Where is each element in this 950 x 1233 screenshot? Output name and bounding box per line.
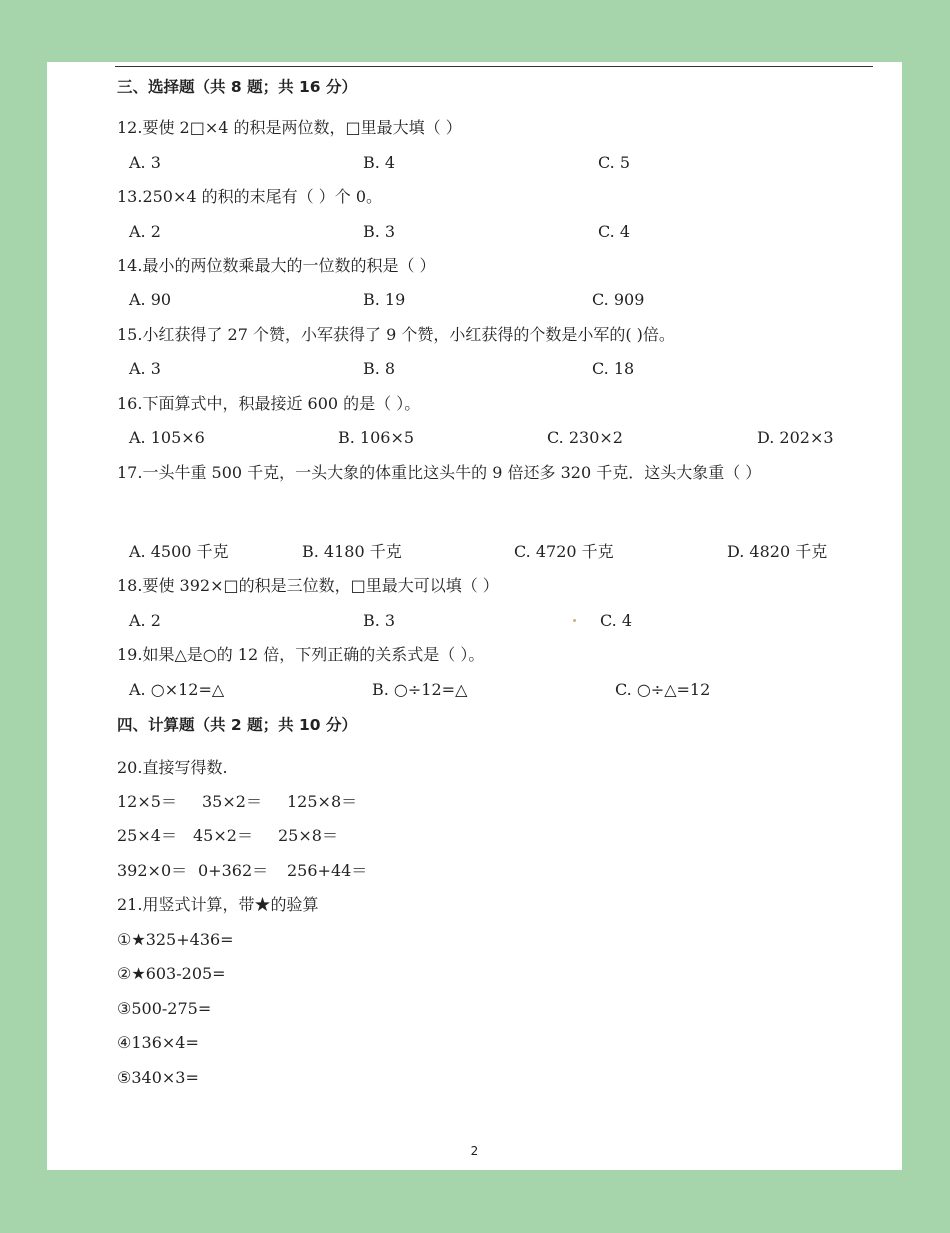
q20-row3-col1: 392×0＝ — [117, 861, 188, 880]
q17-option-d: D. 4820 千克 — [727, 542, 828, 561]
q15-option-a: A. 3 — [129, 359, 161, 378]
q21-item-1: ①★325+436= — [117, 930, 234, 949]
q20-row1-col1: 12×5＝ — [117, 792, 177, 811]
q15-option-c: C. 18 — [592, 359, 635, 378]
question-13: 13.250×4 的积的末尾有（ ）个 0。 — [117, 187, 383, 206]
q19-option-c: C. ○÷△=12 — [615, 680, 711, 699]
q17-option-c: C. 4720 千克 — [514, 542, 614, 561]
q16-option-d: D. 202×3 — [757, 428, 834, 447]
q18-option-c: C. 4 — [600, 611, 633, 630]
question-20: 20.直接写得数. — [117, 758, 228, 777]
q17-option-a: A. 4500 千克 — [129, 542, 229, 561]
q15-option-b: B. 8 — [363, 359, 396, 378]
q13-option-b: B. 3 — [363, 222, 396, 241]
top-rule — [115, 66, 873, 67]
q18-option-a: A. 2 — [129, 611, 161, 630]
question-12: 12.要使 2□×4 的积是两位数，□里最大填（ ） — [117, 118, 462, 137]
q16-option-c: C. 230×2 — [547, 428, 623, 447]
q18-option-b: B. 3 — [363, 611, 396, 630]
q16-option-a: A. 105×6 — [129, 428, 205, 447]
q21-item-4: ④136×4= — [117, 1033, 199, 1052]
section-4-heading: 四、计算题（共 2 题；共 10 分） — [117, 716, 357, 734]
worksheet-page — [47, 62, 902, 1170]
question-19: 19.如果△是○的 12 倍，下列正确的关系式是（ ）。 — [117, 645, 485, 664]
q12-option-c: C. 5 — [598, 153, 631, 172]
q13-option-a: A. 2 — [129, 222, 161, 241]
question-21: 21.用竖式计算，带★的验算 — [117, 895, 319, 914]
q14-option-b: B. 19 — [363, 290, 406, 309]
q16-option-b: B. 106×5 — [338, 428, 415, 447]
q20-row1-col3: 125×8＝ — [287, 792, 358, 811]
page-number: 2 — [470, 1144, 479, 1158]
q19-option-b: B. ○÷12=△ — [372, 680, 468, 699]
q19-option-a: A. ○×12=△ — [129, 680, 225, 699]
section-3-heading: 三、选择题（共 8 题；共 16 分） — [117, 78, 357, 96]
q21-item-5: ⑤340×3= — [117, 1068, 199, 1087]
q21-item-3: ③500-275= — [117, 999, 212, 1018]
question-17: 17.一头牛重 500 千克，一头大象的体重比这头牛的 9 倍还多 320 千克．这头大象重（ ） — [117, 463, 762, 482]
q20-row2-col3: 25×8＝ — [278, 826, 338, 845]
q20-row2-col2: 45×2＝ — [193, 826, 253, 845]
q17-option-b: B. 4180 千克 — [302, 542, 402, 561]
ink-speck — [573, 619, 576, 622]
q20-row2-col1: 25×4＝ — [117, 826, 177, 845]
q13-option-c: C. 4 — [598, 222, 631, 241]
q21-item-2: ②★603-205= — [117, 964, 226, 983]
question-14: 14.最小的两位数乘最大的一位数的积是（ ） — [117, 256, 436, 275]
q20-row3-col2: 0+362＝ — [198, 861, 269, 880]
q12-option-a: A. 3 — [129, 153, 161, 172]
q14-option-c: C. 909 — [592, 290, 645, 309]
question-15: 15.小红获得了 27 个赞，小军获得了 9 个赞，小红获得的个数是小军的( )倍。 — [117, 325, 675, 344]
q12-option-b: B. 4 — [363, 153, 396, 172]
question-18: 18.要使 392×□的积是三位数，□里最大可以填（ ） — [117, 576, 499, 595]
question-16: 16.下面算式中，积最接近 600 的是（ ）。 — [117, 394, 421, 413]
q20-row1-col2: 35×2＝ — [202, 792, 262, 811]
q14-option-a: A. 90 — [129, 290, 172, 309]
q20-row3-col3: 256+44＝ — [287, 861, 368, 880]
